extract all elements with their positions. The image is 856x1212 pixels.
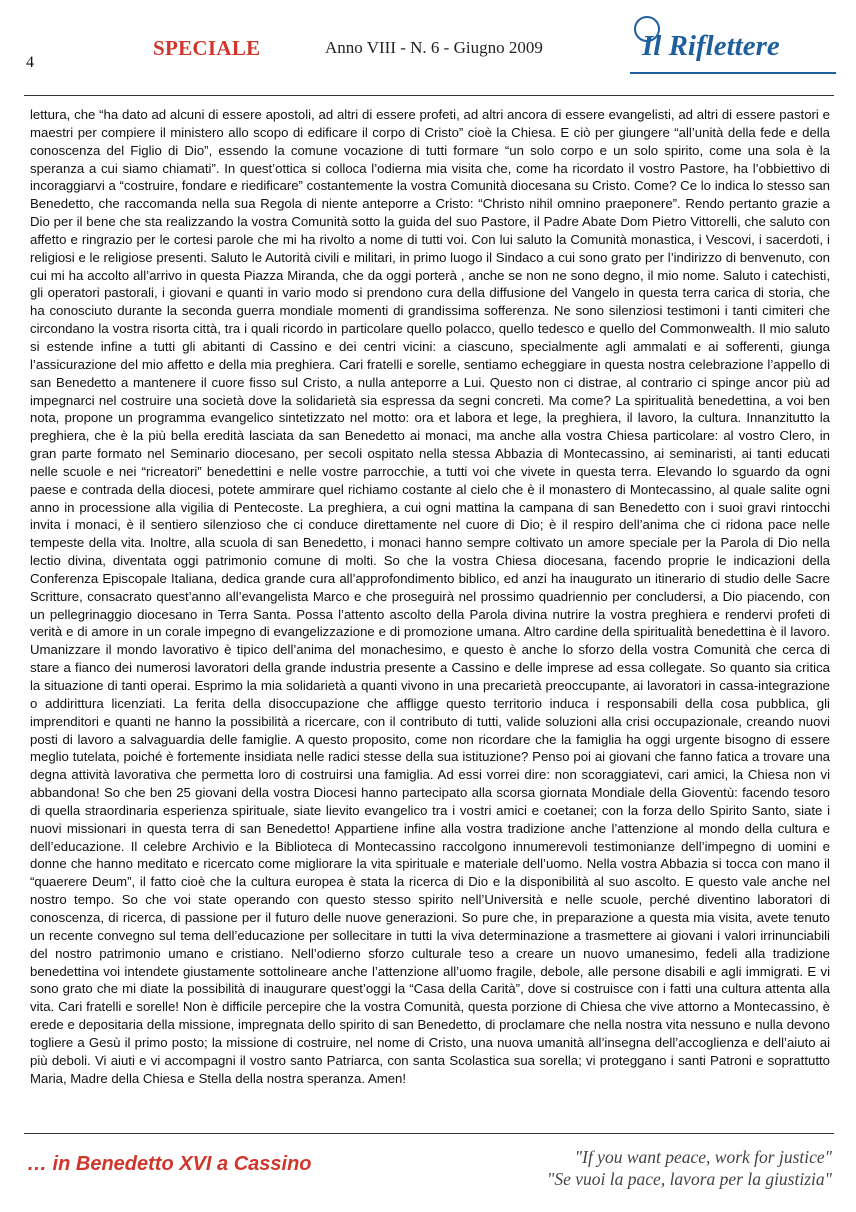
logo [630, 14, 840, 78]
footer-divider [24, 1133, 834, 1134]
article-body: lettura, che “ha dato ad alcuni di essere apostoli, ad altri di essere profeti, ad altri ancora di essere evangelisti, ad altri di essere pastori e maestri per compiere il ministero allo scopo di edificare il corpo di Cristo” cioè la Chiesa. E ciò per giungere “all’unità della fede e della conoscenza del Figlio di Dio”, essendo la comune vocazione di tutti formare “un solo corpo e un solo spirito, come una sola è la speranza a cui siamo chiamati”. In quest’ottica si colloca l’odierna mia visita che, come ha ricordato il vostro Pastore, ha l’obbiettivo di incoraggiarvi a “costruire, fondare e riedificare” costantemente la vostra Comunità diocesana su Cristo. Come? Ce lo indica lo stesso san Benedetto, che raccomanda nella sua Regola di niente anteporre a Cristo: “Christo nihil omnino praeponere”. Rendo pertanto grazie a Dio per il bene che sta realizzando la vostra Comunità sotto la guida del suo Pastore, il Padre Abate Dom Pietro Vittorelli, che saluto con affetto e ringrazio per le cortesi parole che mi ha rivolto a nome di tutti voi. Con lui saluto la Comunità monastica, i Vescovi, i sacerdoti, i religiosi e le religiose presenti. Saluto le Autorità civili e militari, in primo luogo il Sindaco a cui sono grato per l’indirizzo di benvenuto, con cui mi ha accolto all’arrivo in questa Piazza Miranda, che da oggi porterà , anche se non ne sono degno, il mio nome. Saluto i catechisti, gli operatori pastorali, i giovani e quanti in vario modo si prendono cura della diffusione del Vangelo in questa terra carica di storia, che ha conosciuto durante la seconda guerra mondiale momenti di grandissima sofferenza. Ne sono silenziosi testimoni i tanti cimiteri che circondano la vostra risorta città, tra i quali ricordo in particolare quello polacco, quello tedesco e quello del Commonwealth. Il mio saluto si estende infine a tutti gli abitanti di Cassino e dei centri vicini: a ciascuno, specialmente agli ammalati e ai sofferenti, giunga l’assicurazione del mio affetto e della mia preghiera. Cari fratelli e sorelle, sentiamo echeggiare in questa nostra celebrazione l’appello di san Benedetto a mantenere il cuore fisso sul Cristo, a nulla anteporre a Lui. Questo non ci distrae, al contrario ci spinge ancor più ad impegnarci nel costruire una società dove la solidarietà sia espressa da segni concreti. Ma come? La spiritualità benedettina, a voi ben nota, propone un programma evangelico sintetizzato nel motto: ora et labora et lege, la preghiera, il lavoro, la cultura. Innanzitutto la preghiera, che è la più bella eredità lasciata da san Benedetto ai monaci, ma anche alla vostra Chiesa particolare: al vostro Clero, in gran parte formato nel Seminario diocesano, per secoli ospitato nella stessa Abbazia di Montecassino, ai seminaristi, ai tanti educati nelle scuole e nei “ricreatori” benedettini e nelle vostre parrocchie, a tutti voi che vivete in questa terra. Elevando lo sguardo da ogni paese e contrada della diocesi, potete ammirare quel richiamo costante al cielo che è il monastero di Montecassino, al quale salite ogni anno in processione alla vigilia di Pentecoste. La preghiera, a cui ogni mattina la campana di san Benedetto con i suoi gravi rintocchi invita i monaci, è il sentiero silenzioso che ci conduce direttamente nel cuore di Dio; è il respiro dell’anima che ci ridona pace nelle tempeste della vita. Inoltre, alla scuola di san Benedetto, i monaci hanno sempre coltivato un amore speciale per la Parola di Dio nella lectio divina, diventata oggi patrimonio comune di molti. So che la vostra Chiesa diocesana, facendo proprie le indicazioni della Conferenza Episcopale Italiana, dedica grande cura all’approfondimento biblico, ed anzi ha inaugurato un itinerario di studio delle Sacre Scritture, consacrato quest’anno all’evangelista Marco e che proseguirà nel prossimo quadriennio per concludersi, a Dio piacendo, con un pellegrinaggio diocesano in Terra Santa. Possa l’attento ascolto della Parola divina nutrire la vostra preghiera e rendervi profeti di verità e di amore in un corale impegno di evangelizzazione e di promozione umana. Altro cardine della spiritualità benedettina è il lavoro. Umanizzare il mondo lavorativo è tipico dell’anima del monachesimo, e questo è anche lo sforzo della vostra Comunità che cerca di stare a fianco dei numerosi lavoratori della grande industria presente a Cassino e delle imprese ad essa collegate. So quanto sia critica la situazione di tanti operai. Esprimo la mia solidarietà a quanti vivono in una precarietà preoccupante, ai lavoratori in cassa-integrazione o addirittura licenziati. La ferita della disoccupazione che affligge questo territorio induca i responsabili della cosa pubblica, gli imprenditori e quanti ne hanno la possibilità a ricercare, con il contributo di tutti, valide soluzioni alla crisi occupazionale, creando nuovi posti di lavoro a salvaguardia delle famiglie. A questo proposito, come non ricordare che la famiglia ha oggi urgente bisogno di essere meglio tutelata, poiché è fortemente insidiata nelle radici stesse della sua istituzione? Penso poi ai giovani che fanno fatica a trovare una degna attività lavorativa che permetta loro di costruirsi una famiglia. Ad essi vorrei dire: non scoraggiatevi, cari amici, la Chiesa non vi abbandona! So che ben 25 giovani della vostra Diocesi hanno partecipato alla scorsa giornata Mondiale della Gioventù: facendo tesoro di quella straordinaria esperienza spirituale, siate lievito evangelico tra i vostri amici e coetanei; con la forza dello Spirito Santo, siate i nuovi missionari in questa terra di san Benedetto! Appartiene infine alla vostra tradizione anche l’attenzione al mondo della cultura e dell’educazione. Il celebre Archivio e la Biblioteca di Montecassino raccolgono innumerevoli testimonianze dell’impegno di uomini e donne che hanno meditato e ricercato come migliorare la vita spirituale e materiale dell’uomo. Nella vostra Abbazia si tocca con mano il “quaerere Deum”, il fatto cioè che la cultura europea è stata la ricerca di Dio e la disponibilità al suo ascolto. E questo vale anche nel nostro tempo. So che voi state operando con questo stesso spirito nell’Università e nelle scuole, perché diventino laboratori di conoscenza, di ricerca, di passione per il futuro delle nuove generazioni. So pure che, in preparazione a questa mia visita, avete tenuto un recente convegno sul tema dell’educazione per sollecitare in tutti la viva determinazione a trasmettere ai giovani i valori irrinunciabili del nostro patrimonio umano e cristiano. Nell’odierno sforzo culturale teso a creare un nuovo umanesimo, fedeli alla tradizione benedettina voi intendete giustamente sottolineare anche l’attenzione all’uomo fragile, debole, alle persone disabili e agli immigrati. E vi sono grato che mi diate la possibilità di inaugurare quest’oggi la “Casa della Carità”, dove si costruisce con i fatti una cultura attenta alla vita. Cari fratelli e sorelle! Non è difficile percepire che la vostra Comunità, questa porzione di Chiesa che vive attorno a Montecassino, è erede e depositaria della missione, impregnata dello spirito di san Benedetto, di proclamare che nella nostra vita nessuno e nulla devono togliere a Gesù il primo posto; la missione di costruire, nel nome di Cristo, una nuova umanità all’insegna dell’accoglienza e dell’aiuto ai più deboli. Vi aiuti e vi accompagni il vostro santo Patriarca, con santa Scolastica sua sorella; vi proteggano i santi Patroni e soprattutto Maria, Madre della Chiesa e Stella della nostra speranza. Amen! [30, 107, 830, 1086]
logo-text: Il Riflettere [642, 30, 780, 62]
footer-title: … in Benedetto XVI a Cassino [27, 1153, 312, 1175]
page-number: 4 [26, 54, 34, 71]
motto [452, 1146, 832, 1190]
header-divider [24, 95, 834, 96]
logo-underline [630, 72, 836, 74]
motto-english: "If you want peace, work for justice" [574, 1147, 832, 1167]
section-title: SPECIALE [153, 36, 261, 60]
issue-info: Anno VIII - N. 6 - Giugno 2009 [325, 38, 543, 57]
motto-italian: "Se vuoi la pace, lavora per la giustizia" [547, 1169, 832, 1189]
